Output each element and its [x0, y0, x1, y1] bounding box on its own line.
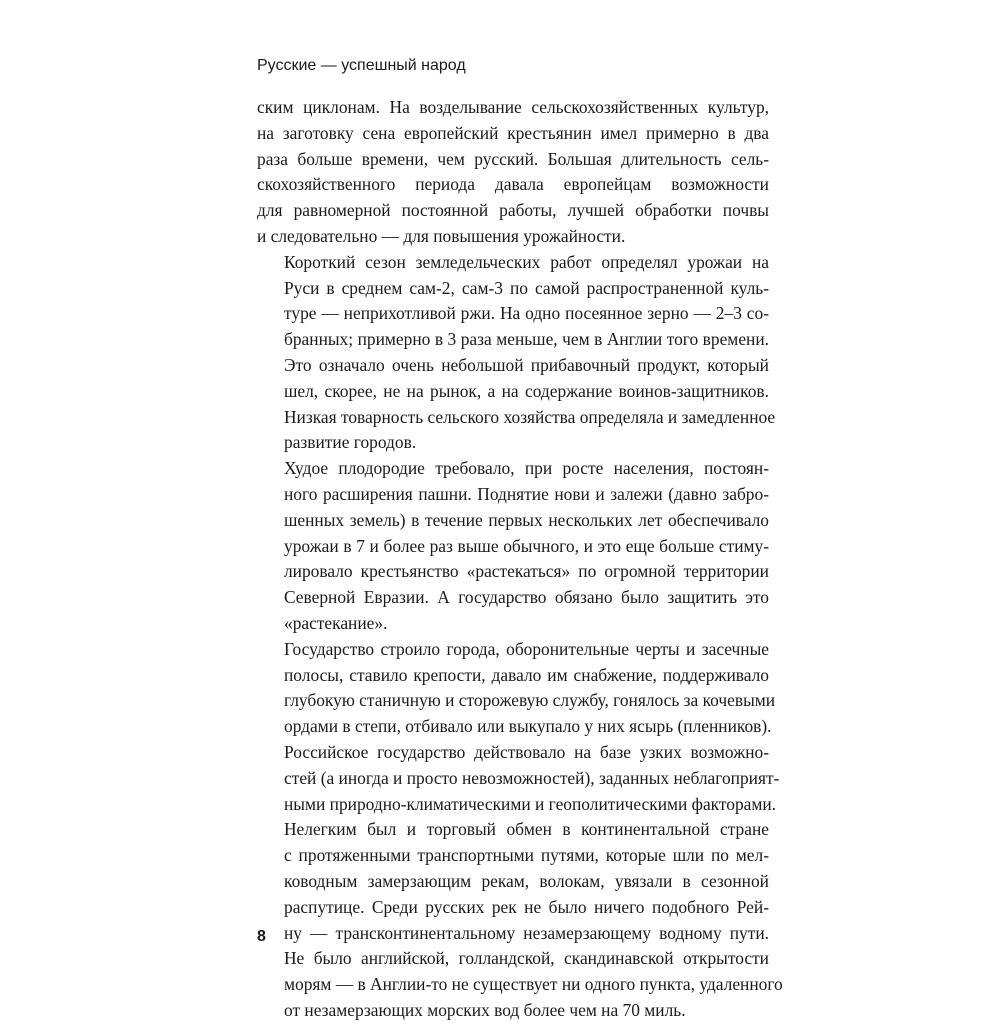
text-line: лировало крестьянство «растекаться» по огромной территории: [284, 561, 769, 582]
text-line: «растекание».: [284, 612, 388, 633]
text-line: для равномерной постоянной работы, лучшей обработки почвы: [257, 200, 769, 221]
text-line: Худое плодородие требовало, при росте населения, постоян-: [284, 458, 769, 479]
text-line: на заготовку сена европейский крестьянин имел примерно в два: [257, 122, 769, 143]
paragraph: [257, 95, 769, 250]
text-line: развитие городов.: [284, 432, 417, 453]
text-line: ну — трансконтинентальному незамерзающему водному пути.: [284, 922, 769, 943]
text-line: Государство строило города, оборонительные черты и засечные: [284, 638, 769, 659]
text-line: Руси в среднем сам-2, сам-3 по самой распространенной куль-: [284, 277, 769, 298]
text-line: урожаи в 7 и более раз выше обычного, и это еще больше стиму-: [284, 535, 769, 556]
text-line: шенных земель) в течение первых нескольких лет обеспечивало: [284, 509, 769, 530]
paragraph: [257, 740, 780, 817]
body-text: [257, 95, 783, 1024]
text-line: Короткий сезон земледельческих работ определял урожаи на: [284, 251, 769, 272]
text-line: туре — неприхотливой ржи. На одно посеянное зерно — 2–3 со-: [284, 303, 769, 324]
text-line: распутице. Среди русских рек не было ничего подобного Рей-: [284, 896, 769, 917]
text-line: ководным замерзающим рекам, волокам, увязали в сезонной: [284, 870, 769, 891]
text-line: Низкая товарность сельского хозяйства определяла и замедленное: [284, 406, 776, 427]
page-number: 8: [257, 928, 266, 945]
paragraph: [257, 817, 783, 1023]
text-line: Нелегким был и торговый обмен в континентальной стране: [284, 819, 769, 840]
text-line: и следовательно — для повышения урожайности.: [257, 225, 626, 246]
text-line: бранных; примерно в 3 раза меньше, чем в Англии того времени.: [284, 329, 769, 350]
text-line: ордами в степи, отбивало или выкупало у них ясырь (пленников).: [284, 716, 772, 737]
text-line: ским циклонам. На возделывание сельскохозяйственных культур,: [257, 97, 769, 117]
text-line: с протяженными транспортными путями, которые шли по мел-: [284, 845, 769, 866]
text-line: ного расширения пашни. Поднятие нови и залежи (давно забро-: [284, 483, 769, 504]
text-line: морям — в Англии-то не существует ни одного пункта, удаленного: [284, 974, 783, 995]
paragraph: [257, 637, 776, 740]
text-line: раза больше времени, чем русский. Большая длительность сель-: [257, 148, 769, 169]
text-line: глубокую станичную и сторожевую службу, гонялось за кочевыми: [284, 690, 776, 711]
text-line: Северной Евразии. А государство обязано было защитить это: [284, 587, 769, 608]
paragraph: [257, 456, 769, 637]
text-line: стей (а иногда и просто невозможностей), заданных неблагоприят-: [284, 767, 780, 788]
text-line: Российское государство действовало на базе узких возможно-: [284, 741, 769, 762]
text-line: от незамерзающих морских вод более чем на 70 миль.: [284, 999, 686, 1020]
text-line: ными природно-климатическими и геополитическими факторами.: [284, 793, 777, 814]
text-line: полосы, ставило крепости, давало им снабжение, поддерживало: [284, 664, 769, 685]
text-line: Не было английской, голландской, скандинавской открытости: [284, 948, 769, 969]
text-line: скохозяйственного периода давала европейцам возможности: [257, 174, 769, 195]
paragraph: [257, 250, 776, 456]
text-line: Это означало очень небольшой прибавочный продукт, который: [284, 354, 769, 375]
running-head-title: Русские — успешный народ: [257, 57, 466, 74]
text-line: шел, скорее, не на рынок, а на содержание воинов-защитников.: [284, 380, 769, 401]
